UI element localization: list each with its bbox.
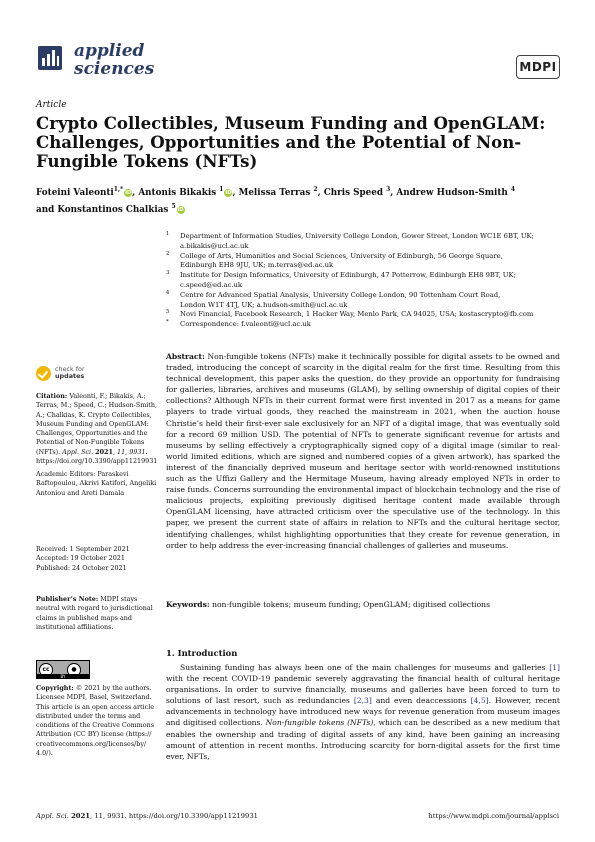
section-heading: 1. Introduction bbox=[166, 648, 238, 658]
copyright-text: © 2021 by the authors. Licensee MDPI, Basel, Switzerland. This article is an open access article distributed under the terms and conditions of the Creative Commons Attribution (CC BY) license (https:// creativecommons.org/licenses/by/ 4.0/). bbox=[36, 684, 155, 758]
affiliation-item: 5 Novi Financial, Facebook Research, 1 Hacker Way, Menlo Park, CA 94025, USA; kostascrypto@fb.com bbox=[166, 309, 534, 319]
cc-by-license-icon[interactable] bbox=[36, 660, 90, 679]
journal-name bbox=[74, 42, 154, 78]
orcid-icon[interactable]: iD bbox=[225, 189, 232, 196]
footer-citation bbox=[36, 812, 258, 820]
orcid-icon[interactable]: iD bbox=[177, 206, 184, 213]
orcid-icon[interactable]: iD bbox=[125, 189, 132, 196]
author-affil: 5 bbox=[171, 202, 176, 210]
published-date: Published: 24 October 2021 bbox=[36, 563, 127, 572]
citation-text: Valeonti, F.; Bikakis, A.; Terras, M.; Speed, C.; Hudson-Smith, A.; Chalkias, K. Crypto Collectibles, Museum Funding and OpenGLAM: Challenges, Opportunities and the Potential of Non-Fungible Tokens (NFTs). bbox=[36, 392, 158, 456]
affiliation-item: 4 Centre for Advanced Spatial Analysis, University College London, 90 Tottenham Court Road, London W1T 4TJ, UK; a.hudson-smith@ucl.ac.uk bbox=[166, 289, 501, 309]
abstract-text: Non-fungible tokens (NFTs) make it technically possible for digital assets to be owned and traded, introducing the concept of scarcity in the digital realm for the first time. Resulting from this technical development, this paper asks the question, do they provide an opportunity for fundraising for galleries, libraries, archives and museums (GLAM), by selling ownership of digital copies of their collections? Although NFTs in their current format were first invented in 2017 as a means for game players to trade virtual goods, they reached the mainstream in 2021, when the auction house Christie’s held their first-ever sale exclusively for an NFT of a digital image, that was eventually sold for a record 69 million USD. The potential of NFTs to generate significant revenue for artists and museums by selling effectively a cryptographically signed copy of a digital image (similar to real-world limited editions, which are signed and numbered copies of a given artwork), has sparked the interest of the financially deprived museum and heritage sector with world-renowned institutions such as the Uffizi Gallery and the Hermitage Museum, having already employed NFTs in order to raise funds. Concerns surrounding the environmental impact of blockchain technology and the rise of malicious projects, exploiting previously digitised heritage content made available through OpenGLAM licensing, have attracted criticism over the speculative use of the technology. In this paper, we present the current state of affairs in relation to NFTs and the cultural heritage sector, identifying challenges, whilst highlighting opportunities that they create for revenue generation, in order to help address the ever-increasing financial challenges of galleries and museums. bbox=[166, 352, 561, 550]
author-name: Foteini Valeonti bbox=[36, 187, 114, 198]
correspondence: * Correspondence: f.valeonti@ucl.ac.uk bbox=[166, 319, 311, 329]
citation-doi-link[interactable]: https://doi.org/10.3390/app11219931 bbox=[36, 457, 158, 466]
footer-journal: Appl. Sci. bbox=[36, 812, 69, 820]
publisher-note-label: Publisher’s Note: bbox=[36, 595, 99, 603]
journal-name-line1: applied bbox=[74, 41, 145, 61]
footer-year: 2021 bbox=[71, 812, 90, 820]
by-label: BY bbox=[37, 674, 89, 679]
affiliations bbox=[166, 232, 561, 330]
author-name: Chris Speed bbox=[323, 187, 383, 198]
check-updates-icon bbox=[36, 366, 51, 381]
author-name: Melissa Terras bbox=[238, 187, 311, 198]
citation-journal: Appl. Sci. bbox=[62, 447, 94, 456]
copyright-label: Copyright: bbox=[36, 684, 74, 692]
author-affil: 1 bbox=[219, 186, 224, 193]
publisher-note-text: MDPI stays neutral with regard to jurisdictional claims in published maps and institutional affiliations. bbox=[36, 595, 153, 631]
author-list: Foteini Valeonti$^{1,*}$ iD, Antonis Bikakis $^1$ iD, Melissa Terras $^2$, Chris Speed $^3$, Andrew Hudson-Smith $^4$ and Konstantinos Chalkias $^5$ iD bbox=[36, 186, 516, 215]
paper-title: Crypto Collectibles, Museum Funding and OpenGLAM: Challenges, Opportunities and the Potential of Non-Fungible Tokens (NFTs) bbox=[36, 113, 546, 171]
academic-editors: Academic Editors: Paraskevi Raftopoulou, Akrivi Katifori, Angeliki Antoniou and Areti Damala bbox=[36, 470, 157, 497]
citation-block: Citation: Valeonti, F.; Bikakis, A.; Terras, M.; Speed, C.; Hudson-Smith, A.; Chalkias, K. Crypto Collectibles, Museum Funding and OpenGLAM: Challenges, Opportunities and the Potential of Non-Fungible Tokens (NFTs). Appl. Sci. 2021, 11, 9931. https://doi.org/10.3390/app11219931 bbox=[36, 392, 158, 466]
author-name: Konstantinos Chalkias bbox=[57, 204, 169, 215]
updates-label: updates bbox=[55, 372, 85, 380]
article-type: Article bbox=[36, 100, 67, 110]
affiliation-item: 1 Department of Information Studies, University College London, Gower Street, London WC1E 6BT, UK; a.bikakis@ucl.ac.uk bbox=[166, 231, 534, 250]
author-affil: 2 bbox=[313, 186, 318, 193]
keywords-label: Keywords: bbox=[166, 600, 210, 609]
accepted-date: Accepted: 19 October 2021 bbox=[36, 554, 125, 563]
citation-vol: 11, 9931. bbox=[117, 447, 148, 456]
citation-link[interactable]: [1] bbox=[549, 663, 560, 672]
keywords-text: non-fungible tokens; museum funding; OpenGLAM; digitised collections bbox=[212, 600, 490, 609]
keywords bbox=[166, 599, 560, 610]
author-name: Andrew Hudson-Smith bbox=[396, 187, 508, 198]
dates-block bbox=[36, 545, 160, 573]
author-affil: 1,* bbox=[113, 186, 124, 193]
by-person-icon: ● bbox=[67, 663, 81, 677]
citation-link[interactable]: [2,3] bbox=[353, 696, 372, 706]
affiliation-item: 2 College of Arts, Humanities and Social Sciences, University of Edinburgh, 56 George Square, Edinburgh EH8 9JU, UK; m.terras@ed.ac.uk bbox=[166, 250, 503, 270]
footer-journal-url[interactable]: https://www.mdpi.com/journal/applsci bbox=[428, 812, 559, 820]
affiliation-item: 3 Institute for Design Informatics, University of Edinburgh, 47 Potterrow, Edinburgh EH8 9BT, UK; c.speed@ed.ac.uk bbox=[166, 270, 516, 289]
abstract-label: Abstract: bbox=[166, 352, 205, 361]
author-affil: 3 bbox=[386, 186, 391, 193]
author-name: Antonis Bikakis bbox=[138, 187, 217, 198]
publisher-note bbox=[36, 595, 160, 632]
copyright-block bbox=[36, 684, 160, 758]
publisher-logo: MDPI bbox=[516, 55, 560, 79]
journal-logo-icon bbox=[38, 46, 62, 70]
intro-paragraph: Sustaining funding has always been one of the main challenges for museums and galleries [1] with the recent COVID-19 pandemic severely aggravating the financial health of cultural heritage organisations. In order to survive financially, museums and galleries have been forced to turn to solutions of last resort, such as redundancies [2,3] and even deaccessions [4,5]. However, recent advancements in technology have introduced new ways for revenue generation from museum images and digitised collections. Non-fungible tokens (NFTs), which can be described as a new medium that enables the ownership and trading of digital assets of any kind, have been gaining an increasing amount of attention in recent months. Introducing scarcity for born-digital assets for the first time ever, NFTs, bbox=[166, 663, 561, 761]
journal-name-line2: sciences bbox=[74, 59, 155, 79]
abstract bbox=[166, 351, 560, 551]
check-for-label: check for bbox=[55, 365, 85, 373]
citation-link[interactable]: [4,5] bbox=[470, 696, 489, 706]
citation-year: 2021 bbox=[95, 447, 113, 456]
authors-and: and bbox=[36, 204, 55, 215]
citation-label: Citation: bbox=[36, 392, 68, 400]
received-date: Received: 1 September 2021 bbox=[36, 545, 130, 553]
footer-doi[interactable]: , 11, 9931. https://doi.org/10.3390/app11219931 bbox=[90, 812, 258, 820]
cc-icon: cc bbox=[39, 663, 53, 677]
author-affil: 4 bbox=[510, 186, 516, 193]
